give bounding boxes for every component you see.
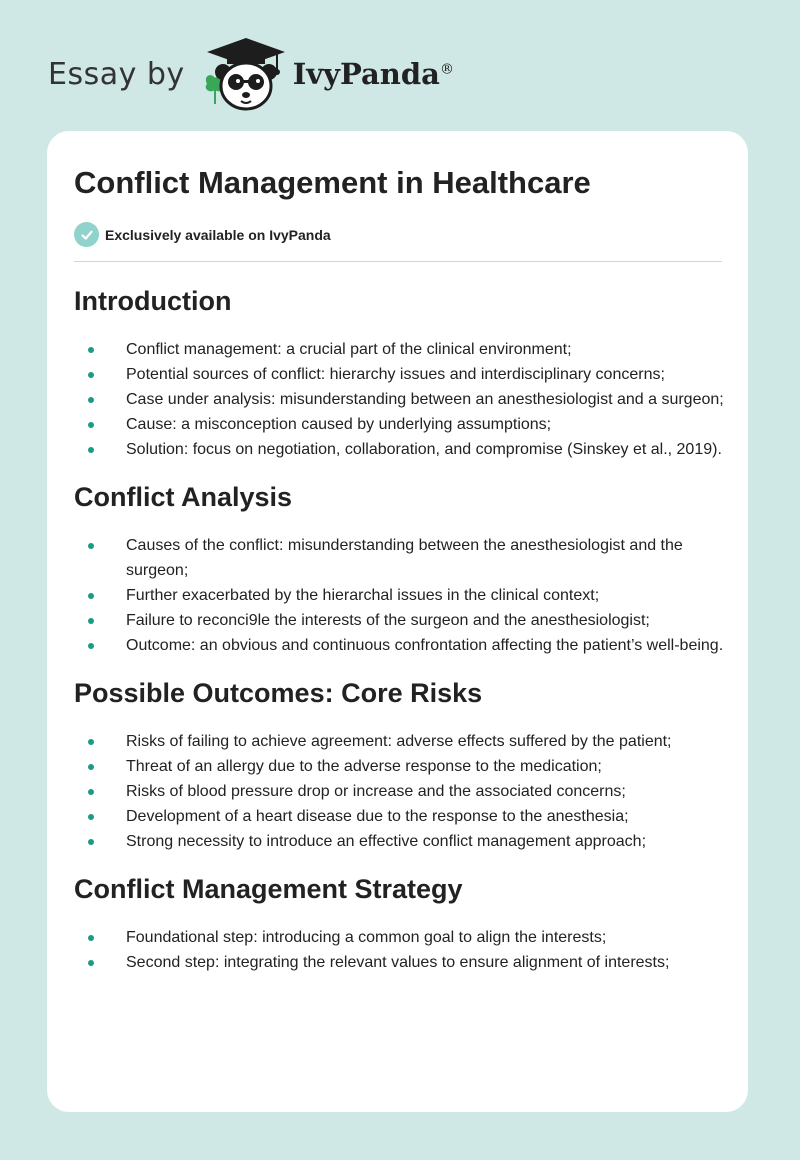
- essay-by-label: Essay by: [48, 56, 185, 92]
- list-item: Case under analysis: misunderstanding between an anesthesiologist and a surgeon;: [74, 387, 724, 412]
- section-heading: Introduction: [74, 286, 232, 316]
- section-heading: Possible Outcomes: Core Risks: [74, 678, 483, 708]
- section-heading: Conflict Analysis: [74, 482, 293, 512]
- list-item: Risks of blood pressure drop or increase and the associated concerns;: [74, 779, 724, 804]
- list-item: Strong necessity to introduce an effective conflict management approach;: [74, 829, 724, 854]
- divider: [74, 261, 722, 262]
- document-card: [47, 131, 748, 1112]
- list-item: Potential sources of conflict: hierarchy issues and interdisciplinary concerns;: [74, 362, 724, 387]
- bullet-list: [74, 533, 724, 658]
- list-item: Causes of the conflict: misunderstanding between the anesthesiologist and the surgeon;: [74, 533, 724, 583]
- list-item: Cause: a misconception caused by underlying assumptions;: [74, 412, 724, 437]
- document-content: [74, 283, 724, 975]
- page-title: Conflict Management in Healthcare: [74, 165, 591, 200]
- availability-badge: [74, 222, 331, 247]
- bullet-list: [74, 337, 724, 462]
- list-item: Foundational step: introducing a common goal to align the interests;: [74, 925, 724, 950]
- registered-mark: ®: [439, 61, 454, 78]
- list-item: Outcome: an obvious and continuous confrontation affecting the patient’s well-being.: [74, 633, 724, 658]
- panda-graduate-icon: [201, 34, 291, 114]
- badge-text: Exclusively available on IvyPanda: [105, 226, 331, 243]
- brand-wordmark[interactable]: [293, 57, 454, 91]
- section-conflict-analysis: [74, 479, 724, 658]
- section-core-risks: [74, 675, 724, 854]
- section-management-strategy: [74, 871, 724, 975]
- list-item: Threat of an allergy due to the adverse response to the medication;: [74, 754, 724, 779]
- check-icon: [74, 222, 99, 247]
- list-item: Conflict management: a crucial part of the clinical environment;: [74, 337, 724, 362]
- list-item: Development of a heart disease due to the response to the anesthesia;: [74, 804, 724, 829]
- bullet-list: [74, 729, 724, 854]
- site-header: [48, 34, 454, 114]
- list-item: Solution: focus on negotiation, collaboration, and compromise (Sinskey et al., 2019).: [74, 437, 724, 462]
- section-heading: Conflict Management Strategy: [74, 874, 463, 904]
- list-item: Risks of failing to achieve agreement: adverse effects suffered by the patient;: [74, 729, 724, 754]
- brand-name: IvyPanda: [292, 57, 440, 91]
- section-introduction: [74, 283, 724, 462]
- list-item: Further exacerbated by the hierarchal issues in the clinical context;: [74, 583, 724, 608]
- list-item: Second step: integrating the relevant values to ensure alignment of interests;: [74, 950, 724, 975]
- list-item: Failure to reconci9le the interests of the surgeon and the anesthesiologist;: [74, 608, 724, 633]
- bullet-list: [74, 925, 724, 975]
